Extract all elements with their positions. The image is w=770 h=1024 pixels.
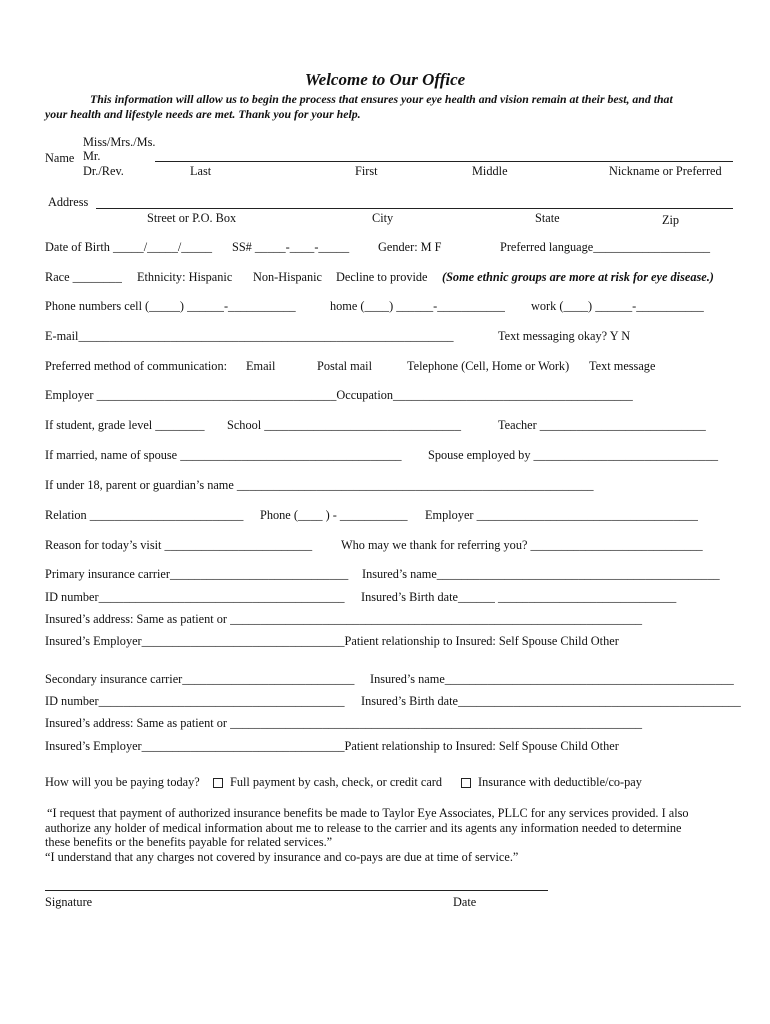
- email-field[interactable]: E-mail_____________________________________________________________: [45, 329, 454, 343]
- full-payment-label: Full payment by cash, check, or credit card: [230, 775, 443, 789]
- authorization-text-line1: “I request that payment of authorized insurance benefits be made to Taylor Eye Associates, PLLC for any services provided. I also: [47, 806, 689, 820]
- intro-text-line2: your health and lifestyle needs are met. Thank you for your help.: [45, 107, 361, 121]
- referral-field[interactable]: Who may we thank for referring you? ____________________________: [341, 538, 703, 552]
- work-phone-field[interactable]: work (____) ______-___________: [531, 299, 704, 313]
- comm-option-email[interactable]: Email: [246, 359, 276, 373]
- title-option-miss-mrs-ms[interactable]: Miss/Mrs./Ms.: [83, 135, 156, 149]
- teacher-field[interactable]: Teacher ___________________________: [498, 418, 706, 432]
- address-sublabel-state: State: [535, 211, 560, 225]
- guardian-name-field[interactable]: If under 18, parent or guardian’s name __________________________________________________________: [45, 478, 594, 492]
- comm-option-text[interactable]: Text message: [589, 359, 656, 373]
- primary-id-field[interactable]: ID number________________________________________: [45, 590, 345, 604]
- preferred-language-field[interactable]: Preferred language___________________: [500, 240, 711, 254]
- insurance-payment-checkbox[interactable]: [461, 778, 471, 788]
- ethnicity-hispanic-option[interactable]: Ethnicity: Hispanic: [137, 270, 233, 284]
- relation-phone-field[interactable]: Phone (____ ) - ___________: [260, 508, 408, 522]
- secondary-insured-employer-field[interactable]: Insured’s Employer_________________________________Patient relationship to Insured: Self Spouse Child Other: [45, 739, 619, 753]
- insurance-payment-label: Insurance with deductible/co-pay: [478, 775, 642, 789]
- ethnicity-decline-option[interactable]: Decline to provide: [336, 270, 428, 284]
- primary-insured-name-field[interactable]: Insured’s name______________________________________________: [362, 567, 720, 581]
- address-sublabel-zip: Zip: [662, 213, 680, 227]
- ethnicity-non-hispanic-option[interactable]: Non-Hispanic: [253, 270, 322, 284]
- school-field[interactable]: School ________________________________: [227, 418, 461, 432]
- address-label: Address: [48, 195, 89, 209]
- authorization-text-line2: authorize any holder of medical information about me to release to the carrier and its agents any information needed to determine: [45, 821, 682, 835]
- primary-insured-employer-field[interactable]: Insured’s Employer_________________________________Patient relationship to Insured: Self Spouse Child Other: [45, 634, 619, 648]
- primary-insured-address-field[interactable]: Insured’s address: Same as patient or ___________________________________________________________________: [45, 612, 643, 626]
- student-grade-field[interactable]: If student, grade level ________: [45, 418, 205, 432]
- name-label: Name: [45, 151, 75, 165]
- comm-option-telephone[interactable]: Telephone (Cell, Home or Work): [407, 359, 570, 373]
- ssn-field[interactable]: SS# _____-____-_____: [232, 240, 350, 254]
- date-label: Date: [453, 895, 477, 909]
- home-phone-field[interactable]: home (____) ______-___________: [330, 299, 505, 313]
- title-option-mr[interactable]: Mr.: [83, 149, 101, 163]
- race-field[interactable]: Race ________: [45, 270, 122, 284]
- name-sublabel-middle: Middle: [472, 164, 508, 178]
- spouse-employer-field[interactable]: Spouse employed by ______________________________: [428, 448, 718, 462]
- comm-option-postal[interactable]: Postal mail: [317, 359, 372, 373]
- ethnic-risk-note: (Some ethnic groups are more at risk for eye disease.): [442, 270, 714, 284]
- address-field[interactable]: [96, 208, 733, 209]
- spouse-name-field[interactable]: If married, name of spouse ____________________________________: [45, 448, 402, 462]
- name-sublabel-first: First: [355, 164, 378, 178]
- payment-question: How will you be paying today?: [45, 775, 200, 789]
- employer-occupation-field[interactable]: Employer _______________________________________Occupation_______________________________________: [45, 388, 633, 402]
- secondary-carrier-field[interactable]: Secondary insurance carrier____________________________: [45, 672, 355, 686]
- visit-reason-field[interactable]: Reason for today’s visit ________________________: [45, 538, 313, 552]
- name-sublabel-nickname: Nickname or Preferred: [609, 164, 722, 178]
- secondary-insured-address-field[interactable]: Insured’s address: Same as patient or ___________________________________________________________________: [45, 716, 643, 730]
- intro-text-line1: This information will allow us to begin the process that ensures your eye health and vision remain at their best, and that: [90, 92, 673, 106]
- relation-employer-field[interactable]: Employer ____________________________________: [425, 508, 698, 522]
- page-title: Welcome to Our Office: [304, 70, 466, 89]
- gender-field[interactable]: Gender: M F: [378, 240, 442, 254]
- address-sublabel-city: City: [372, 211, 394, 225]
- secondary-insured-birth-field[interactable]: Insured’s Birth date______________________________________________: [361, 694, 741, 708]
- charges-acknowledgement-text: “I understand that any charges not covered by insurance and co-pays are due at time of service.”: [45, 850, 519, 864]
- relation-field[interactable]: Relation _________________________: [45, 508, 244, 522]
- communication-label: Preferred method of communication:: [45, 359, 228, 373]
- primary-insured-birth-field[interactable]: Insured’s Birth date______ _____________________________: [361, 590, 677, 604]
- name-sublabel-last: Last: [190, 164, 212, 178]
- text-messaging-option[interactable]: Text messaging okay? Y N: [498, 329, 631, 343]
- name-field[interactable]: [155, 161, 733, 162]
- secondary-insured-name-field[interactable]: Insured’s name_______________________________________________: [370, 672, 734, 686]
- full-payment-checkbox[interactable]: [213, 778, 223, 788]
- signature-line[interactable]: [45, 890, 548, 891]
- signature-label: Signature: [45, 895, 93, 909]
- primary-carrier-field[interactable]: Primary insurance carrier_____________________________: [45, 567, 349, 581]
- secondary-id-field[interactable]: ID number________________________________________: [45, 694, 345, 708]
- authorization-text-line3: these benefits or the benefits payable for related services.”: [45, 835, 333, 849]
- cell-phone-field[interactable]: Phone numbers cell (_____) ______-___________: [45, 299, 296, 313]
- title-option-dr-rev[interactable]: Dr./Rev.: [83, 164, 124, 178]
- address-sublabel-street: Street or P.O. Box: [147, 211, 237, 225]
- dob-field[interactable]: Date of Birth _____/_____/_____: [45, 240, 213, 254]
